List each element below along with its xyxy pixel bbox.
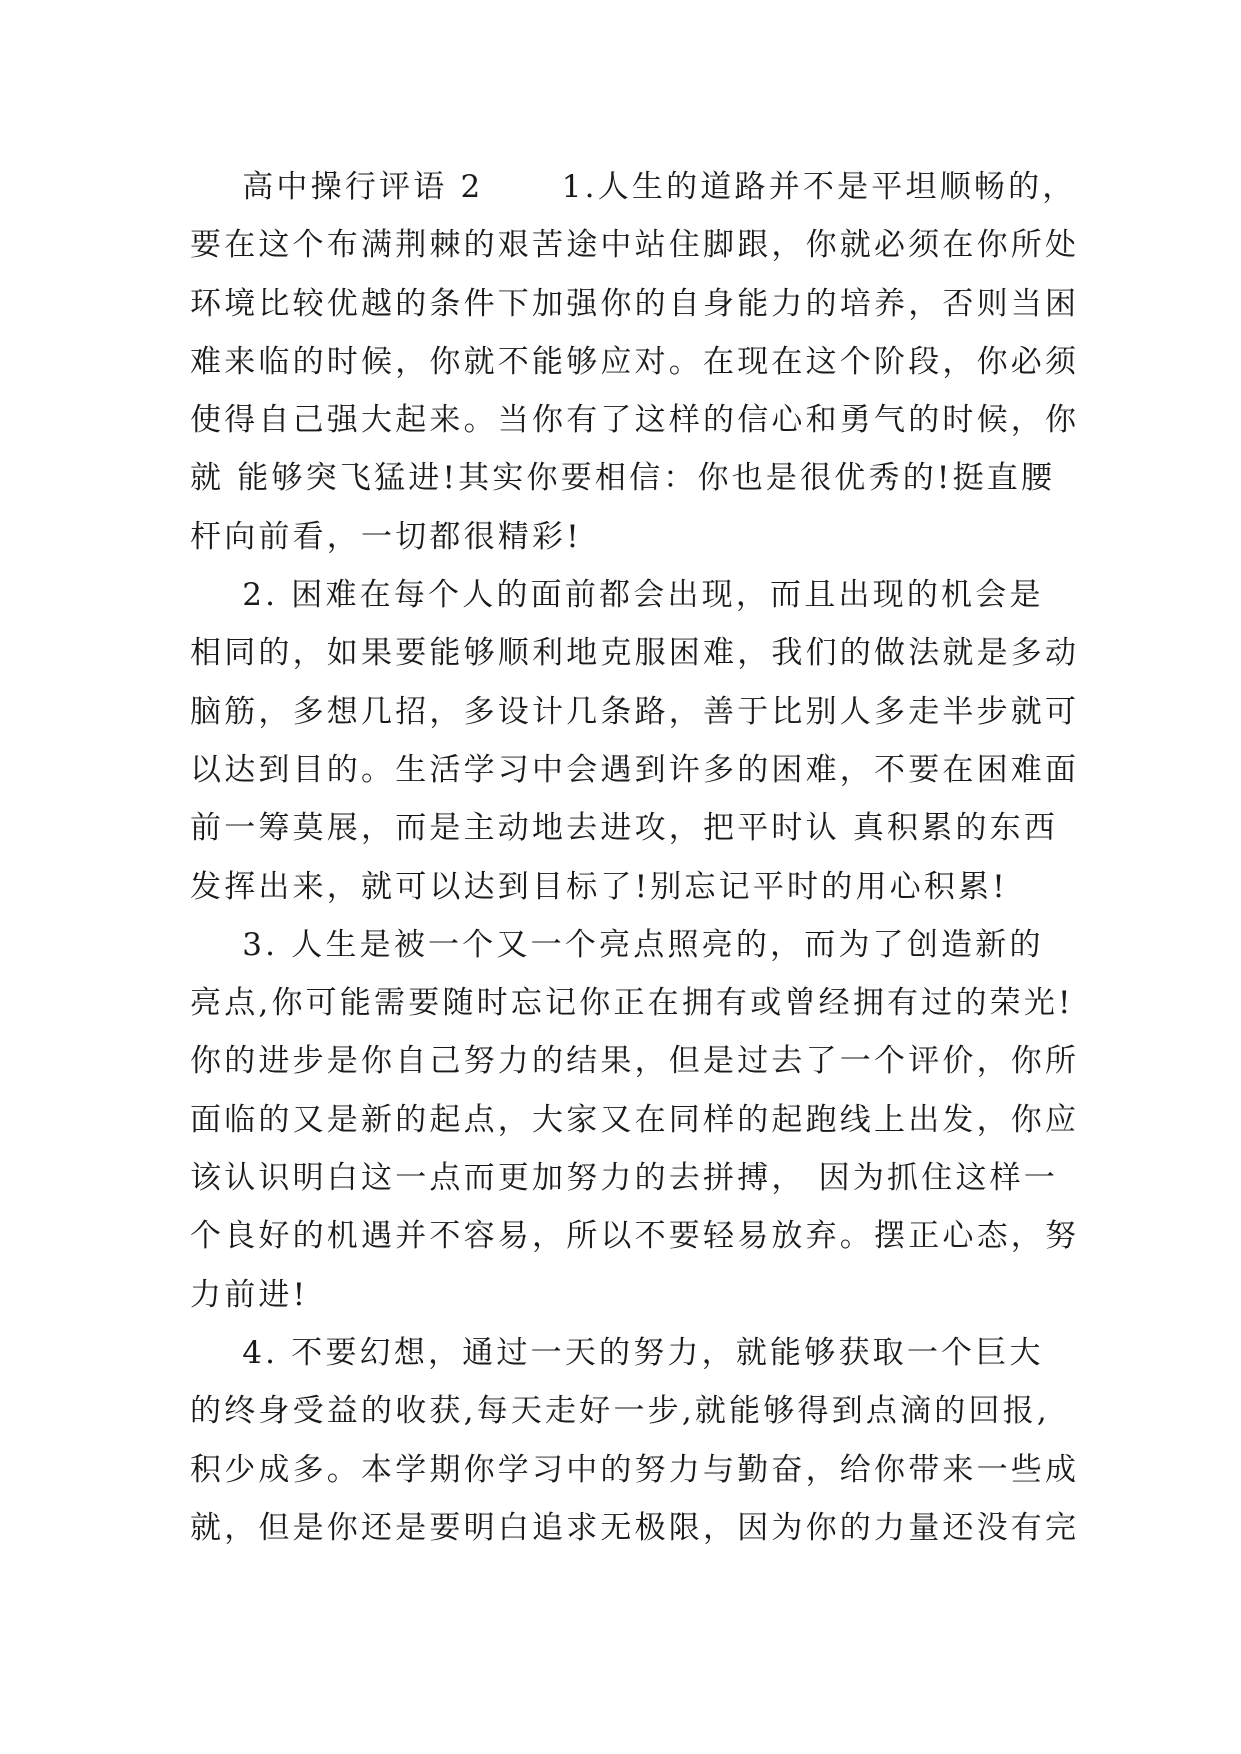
text-line: 2. 困难在每个人的面前都会出现，而且出现的机会是 [190,577,1044,614]
text-line: 力前进! [190,1276,309,1313]
text-line: 该认识明白这一点而更加努力的去拼搏， 因为抓住这样一 [190,1160,1059,1197]
text-line: 高中操行评语 2 1.人生的道路并不是平坦顺畅的， [190,169,1077,205]
text-line: 就 能够突飞猛进!其实你要相信：你也是很优秀的!挺直腰 [190,460,1056,497]
text-line: 就，但是你还是要明白追求无极限，因为你的力量还没有完 [190,1509,1080,1546]
text-line: 发挥出来，就可以达到目标了!别忘记平时的用心积累! [190,868,1008,905]
text-line: 的终身受益的收获,每天走好一步,就能够得到点滴的回报, [190,1393,1050,1430]
document-body [190,158,1080,1557]
text-line: 杆向前看，一切都很精彩! [190,518,582,555]
text-line: 以达到目的。生活学习中会遇到许多的困难，不要在困难面 [190,751,1080,788]
text-line: 环境比较优越的条件下加强你的自身能力的培养，否则当困 [190,285,1080,322]
text-line: 难来临的时候，你就不能够应对。在现在这个阶段，你必须 [190,343,1080,380]
text-line: 使得自己强大起来。当你有了这样的信心和勇气的时候，你 [190,402,1080,439]
text-line: 你的进步是你自己努力的结果，但是过去了一个评价，你所 [190,1043,1080,1080]
text-line: 亮点,你可能需要随时忘记你正在拥有或曾经拥有过的荣光! [190,985,1074,1022]
text-line: 个良好的机遇并不容易，所以不要轻易放弃。摆正心态，努 [190,1218,1080,1255]
text-line: 3. 人生是被一个又一个亮点照亮的，而为了创造新的 [190,926,1044,963]
text-line: 4. 不要幻想，通过一天的努力，就能够获取一个巨大 [190,1334,1044,1371]
text-line: 相同的，如果要能够顺利地克服困难，我们的做法就是多动 [190,635,1080,672]
text-line: 前一筹莫展，而是主动地去进攻，把平时认 真积累的东西 [190,810,1059,847]
text-line: 积少成多。本学期你学习中的努力与勤奋，给你带来一些成 [190,1451,1080,1488]
text-line: 要在这个布满荆棘的艰苦途中站住脚跟，你就必须在你所处 [190,227,1080,264]
text-line: 面临的又是新的起点，大家又在同样的起跑线上出发，你应 [190,1101,1080,1138]
text-line: 脑筋，多想几招，多设计几条路，善于比别人多走半步就可 [190,693,1080,730]
